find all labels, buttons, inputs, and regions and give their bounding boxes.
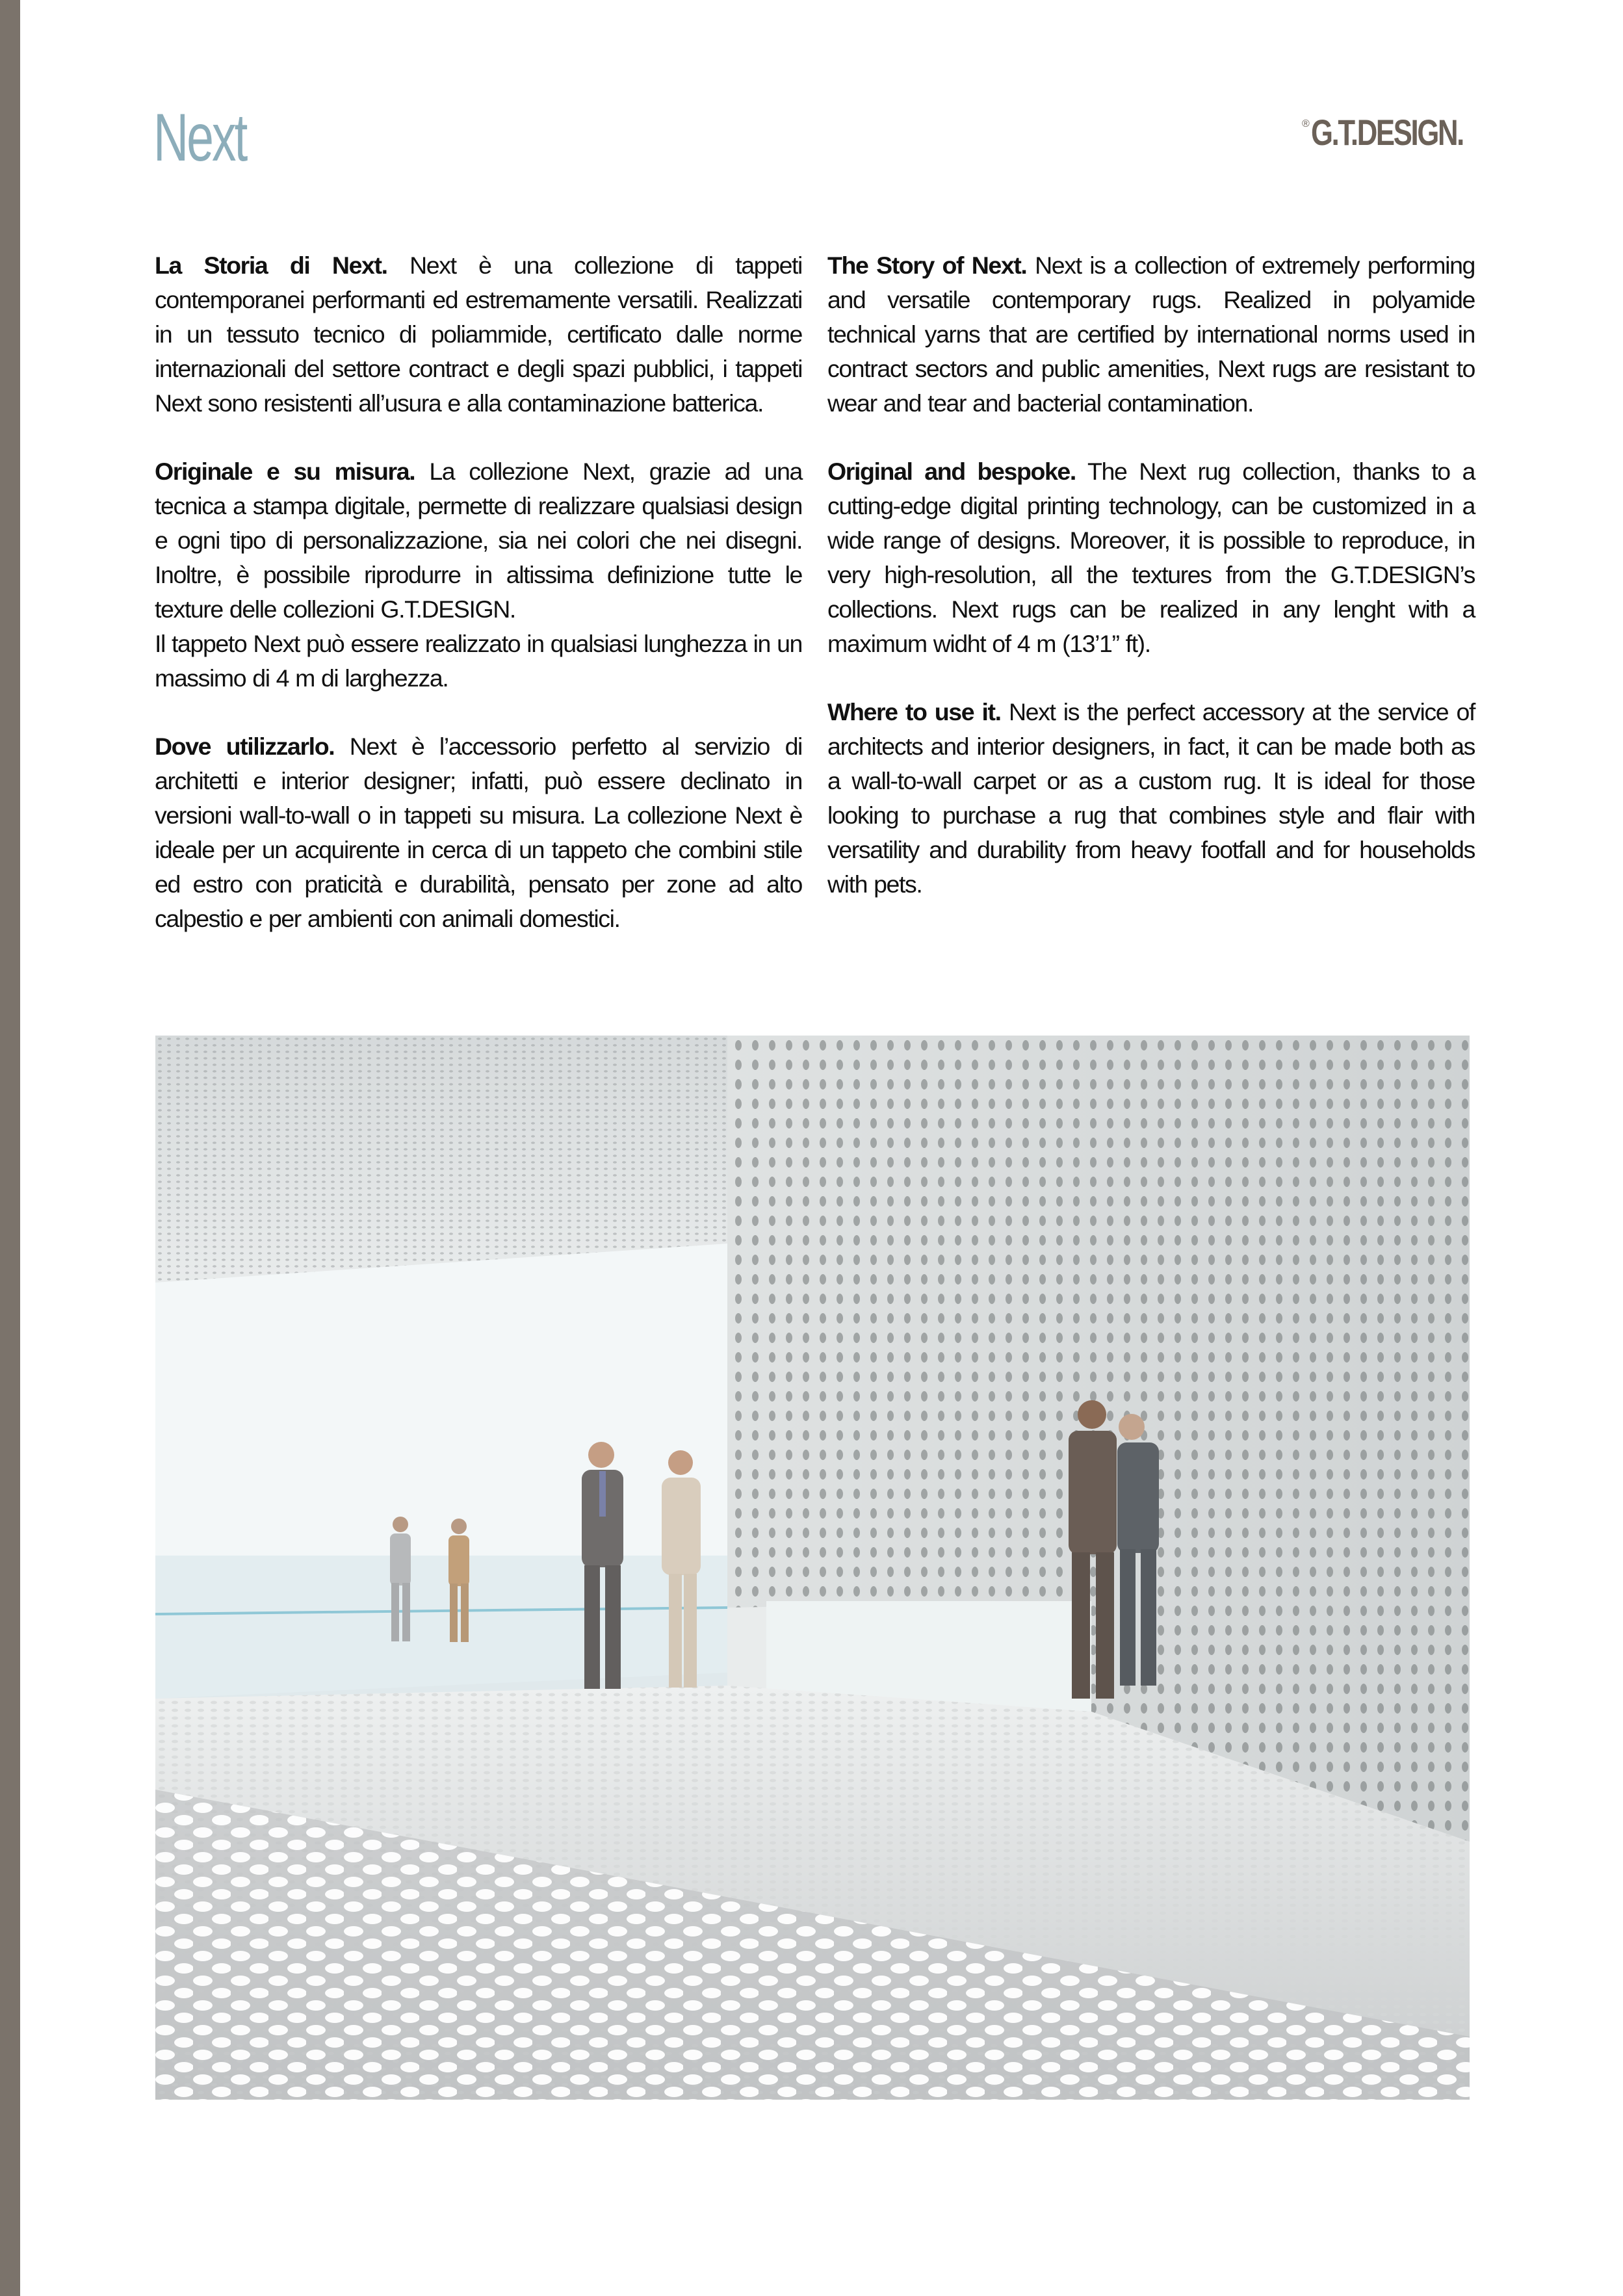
brand-logo [1302,114,1506,151]
paragraph-original [827,454,1475,661]
hero-photo [155,1036,1470,2100]
side-color-bar [0,0,20,2296]
paragraph-body-extra: Il tappeto Next può essere realizzato in qualsiasi lunghezza in un massimo di 4 m di larghezza. [155,630,802,692]
brand-name: G.T.DESIGN. [1310,112,1463,153]
paragraph-storia [155,248,802,421]
paragraph-heading: La Storia di Next. [155,252,387,279]
paragraph-heading: Dove utilizzarlo. [155,733,335,760]
paragraph-body: Next is a collection of extremely performing and versatile contemporary rugs. Realized in polyamide technical yarns that are certified by international norms used in contract sectors and public amenities, Next rugs are resistant to wear and tear and bacterial contamination. [827,252,1475,417]
paragraph-body: Next è una collezione di tappeti contemporanei performanti ed estremamente versatili. Realizzati in un tessuto tecnico di poliammide, certificato dalle norme internazionali del settore contract e degli spazi pubblici, i tappeti Next sono resistenti all’usura e alla contaminazione batterica. [155,252,802,417]
paragraph-story [827,248,1475,421]
paragraph-dove [155,729,802,936]
paragraph-where [827,695,1475,902]
paragraph-body: La collezione Next, grazie ad una tecnica a stampa digitale, permette di realizzare qualsiasi design e ogni tipo di personalizzazione, sia nei colori che nei disegni. Inoltre, è possibile riprodurre in altissima definizione tutte le texture delle collezioni G.T.DESIGN. [155,458,802,623]
paragraph-heading: Original and bespoke. [827,458,1076,485]
paragraph-body: Next is the perfect accessory at the service of architects and interior designers, in fact, it can be made both as a wall-to-wall carpet or as a custom rug. It is ideal for those looking to purchase a rug that combines style and flair with versatility and durability from heavy footfall and for households with pets. [827,698,1475,898]
registered-mark: ® [1302,118,1310,129]
paragraph-heading: The Story of Next. [827,252,1027,279]
paragraph-heading: Where to use it. [827,698,1001,725]
italian-column [155,248,802,970]
paragraph-body: Next è l’accessorio perfetto al servizio di architetti e interior designer; infatti, può essere declinato in versioni wall-to-wall o in tappeti su misura. La collezione Next è ideale per un acquirente in cerca di un tappeto che combini stile ed estro con praticità e durabilità, pensato per zone ad alto calpestio e per ambienti con animali domestici. [155,733,802,932]
paragraph-heading: Originale e su misura. [155,458,415,485]
paragraph-body: The Next rug collection, thanks to a cutting-edge digital printing technology, can be customized in a wide range of designs. Moreover, it is possible to reproduce, in very high-resolution, all the textures from the G.T.DESIGN’s collections. Next rugs can be realized in any lenght with a maximum widht of 4 m (13’1” ft). [827,458,1475,657]
english-column [827,248,1475,935]
page-title: Next [153,100,246,176]
paragraph-originale [155,454,802,696]
glass-windows [155,1556,727,1699]
